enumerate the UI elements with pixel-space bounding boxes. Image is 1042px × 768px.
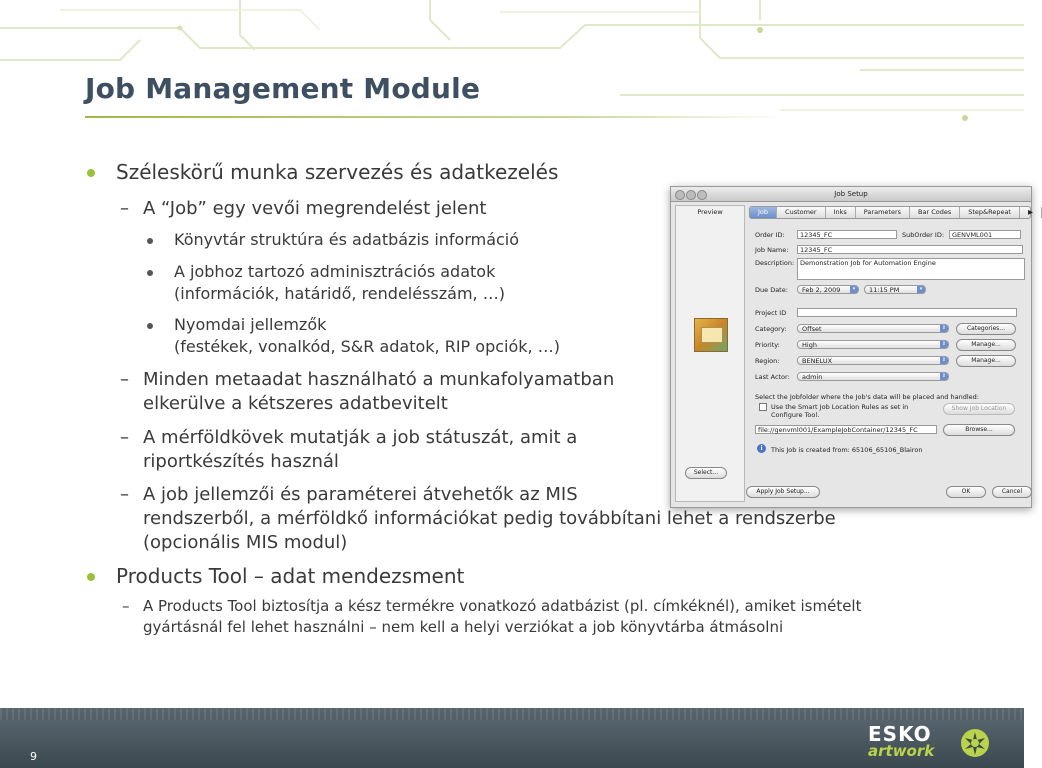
slide-title: Job Management Module [85,72,481,105]
bullet-dot [87,573,95,581]
tab-parameters[interactable]: Parameters [856,207,910,218]
page-number: 9 [30,750,37,763]
bullet-2-1-line1: A Products Tool biztosítja a kész termékre vonatkozó adatbázist (pl. címkéknél), amiket ismételt [143,597,862,615]
bullet-1-2-line2: elkerülve a kétszeres adatbevitelt [143,393,448,414]
tab-job[interactable]: Job [750,207,777,218]
preview-thumbnail [694,318,728,352]
description-field[interactable]: Demonstration Job for Automation Engine [797,258,1025,280]
select-arrows-icon: ⇕ [941,341,947,347]
window-titlebar [671,187,1031,202]
apply-job-setup-button[interactable]: Apply Job Setup... [746,486,820,498]
smart-rules-label-line2: Configure Tool. [771,411,820,419]
tab-step-repeat[interactable]: Step&Repeat [960,207,1020,218]
last-actor-select[interactable] [797,372,949,381]
cancel-button[interactable]: Cancel [992,486,1032,498]
smart-rules-checkbox[interactable] [759,403,767,411]
bullet-1-1-1: Könyvtár struktúra és adatbázis információ [174,230,520,249]
order-id-field[interactable]: 12345_FC [797,230,897,239]
categories-button[interactable]: Categories... [956,323,1016,335]
tab-customer[interactable]: Customer [777,207,826,218]
category-label: Category: [755,325,787,333]
select-button[interactable]: Select... [685,467,727,479]
last-actor-label: Last Actor: [755,373,790,381]
select-arrows-icon: ⇕ [941,325,947,331]
order-id-label: Order ID: [755,231,785,239]
job-path-field[interactable]: file://genvml001/ExampleJobContainer/12345_FC [755,425,937,434]
ok-button[interactable]: OK [946,486,986,498]
due-time-value: 11:15 PM [869,286,900,294]
select-arrows-icon: ⇕ [941,373,947,379]
jobfolder-instruction: Select the Jobfolder where the Job's data will be placed and handled: [755,393,979,401]
priority-label: Priority: [755,341,780,349]
select-arrows-icon: ⇕ [941,357,947,363]
due-date-label: Due Date: [755,286,788,294]
job-name-field[interactable]: 12345_FC [797,245,1023,254]
bullet-dot [147,323,153,329]
show-job-location-button[interactable]: Show Job Location [943,403,1015,415]
bullet-dot [147,270,153,276]
bullet-1-4-line2: rendszerből, a mérföldkő információkat pedig továbbítani lehet a rendszerbe [143,508,836,529]
due-date-value: Feb 2, 2009 [802,286,841,294]
esko-artwork-logo [868,722,998,760]
region-select[interactable] [797,356,949,365]
preview-label: Preview [697,208,723,216]
stepper-arrow-icon: ▾ [850,286,858,293]
priority-value: High [802,341,817,349]
job-name-label: Job Name: [755,246,789,254]
stepper-arrow-icon: ▾ [917,286,925,293]
bullet-2: Products Tool – adat mendezsment [116,564,465,588]
project-id-field[interactable] [797,308,1017,317]
job-tab-panel [749,221,1039,471]
bullet-1-1-3-line2: (festékek, vonalkód, S&R adatok, RIP opciók, …) [174,337,560,356]
tab-overflow-arrow-icon[interactable]: ▶ [1020,207,1042,218]
manage-priority-button[interactable]: Manage... [956,339,1016,351]
bullet-dot [147,238,153,244]
tab-inks[interactable]: Inks [826,207,856,218]
window-title: Job Setup [834,190,868,198]
bullet-1-1: A “Job” egy vevői megrendelést jelent [143,198,487,219]
manage-region-button[interactable]: Manage... [956,355,1016,367]
bullet-1-1-2-line1: A jobhoz tartozó adminisztrációs adatok [174,262,496,281]
logo-wordmark-bottom: artwork [868,742,935,760]
bullet-1: Széleskörű munka szervezés és adatkezelés [116,160,559,184]
bullet-1-3-line2: riportkészítés használ [143,451,339,472]
region-label: Region: [755,357,780,365]
dash-marker: – [120,369,129,390]
priority-select[interactable] [797,340,949,349]
preview-pane [675,205,745,502]
bullet-1-3-line1: A mérföldkövek mutatják a job státuszát, amit a [143,427,578,448]
description-label: Description: [755,259,795,267]
project-id-label: Project ID [755,309,787,317]
bullet-1-1-3-line1: Nyomdai jellemzők [174,315,327,334]
bullet-1-4-line1: A job jellemzői és paraméterei átvehetők az MIS [143,484,578,505]
last-actor-value: admin [802,373,823,381]
thumbnail-label-area [701,327,723,343]
dash-marker: – [120,484,129,505]
dash-marker: – [120,198,129,219]
category-select[interactable] [797,324,949,333]
dash-marker: – [120,427,129,448]
category-value: Offset [802,325,822,333]
tab-bar-codes[interactable]: Bar Codes [910,207,960,218]
tab-bar [749,206,1031,219]
browse-button[interactable]: Browse... [943,424,1015,436]
info-icon: i [757,444,766,453]
smart-rules-label-line1: Use the Smart Job Location Rules as set in [771,403,909,411]
bullet-1-1-2-line2: (információk, határidő, rendelésszám, …) [174,284,505,303]
suborder-id-field[interactable]: GENVML001 [949,230,1021,239]
job-setup-window [670,186,1032,508]
dash-marker: – [122,597,130,615]
footer-texture [0,708,1024,720]
bullet-1-2-line1: Minden metaadat használható a munkafolyamatban [143,369,615,390]
bullet-1-4-line3: (opcionális MIS modul) [143,532,348,553]
bullet-2-1-line2: gyártásnál fel lehet használni – nem kell a helyi verziókat a job könyvtárba átmásolni [143,618,784,636]
due-date-picker[interactable] [797,285,859,294]
logo-star-icon [960,728,990,758]
job-created-from-text: This Job is created from: 65106_65106_Blairon [771,446,923,454]
suborder-id-label: SubOrder ID: [902,231,945,239]
logo-wordmark-top: ESKO [868,722,932,746]
region-value: BENELUX [802,357,833,365]
due-time-picker[interactable] [864,285,926,294]
bullet-dot [87,169,95,177]
